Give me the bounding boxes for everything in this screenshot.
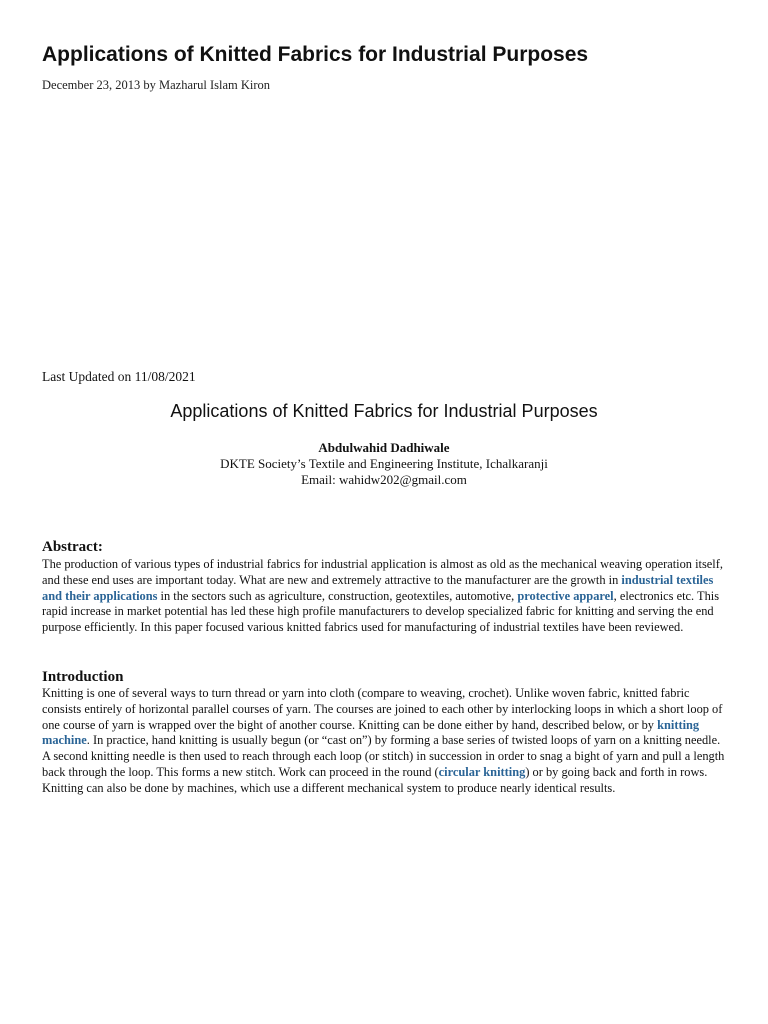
article-title: Applications of Knitted Fabrics for Industrial Purposes <box>170 401 598 421</box>
author-email: Email: wahidw202@gmail.com <box>301 472 467 487</box>
post-date: December 23, 2013 <box>42 78 141 92</box>
post-by: by <box>143 78 156 92</box>
abstract-heading: Abstract: <box>42 539 103 555</box>
post-author: Mazharul Islam Kiron <box>158 78 271 92</box>
protective-apparel-link[interactable]: protective apparel <box>517 588 614 603</box>
abstract-text-1: The production of various types of industrial fabrics for industrial application is almost as old as the mechanical weaving operation itself, and these end uses are important today. What are new and extremely attractive to the manufacturer are the growth in <box>42 557 723 587</box>
abstract-paragraph <box>42 557 728 636</box>
industrial-textiles-link[interactable]: industrial textiles and their applications <box>42 572 714 603</box>
author-block <box>0 440 768 488</box>
intro-text-3: ) or by going back and forth in rows. Knitting can also be done by machines, which use a different mechanical system to produce nearly identical results. <box>42 764 708 795</box>
post-meta <box>42 77 270 93</box>
circular-knitting-link[interactable]: circular knitting <box>438 764 526 779</box>
author-name: Abdulwahid Dadhiwale <box>318 440 450 455</box>
post-title: Applications of Knitted Fabrics for Industrial Purposes <box>42 43 589 66</box>
abstract-text-2: in the sectors such as agriculture, construction, geotextiles, automotive, <box>157 588 518 603</box>
intro-text-1: Knitting is one of several ways to turn thread or yarn into cloth (compare to weaving, crochet). Unlike woven fabric, knitted fabric consists entirely of horizontal parallel courses of yarn. The courses are joined to each other by interlocking loops in which a short loop of one course of yarn is wrapped over the bight of another course. Knitting can be done either by hand, described below, or by <box>42 686 723 732</box>
author-institution: DKTE Society’s Textile and Engineering Institute, Ichalkaranji <box>220 456 548 471</box>
introduction-paragraph <box>42 686 728 797</box>
introduction-heading: Introduction <box>42 669 124 685</box>
intro-text-2: . In practice, hand knitting is usually begun (or “cast on”) by forming a base series of twisted loops of yarn on a knitting needle. A second knitting needle is then used to reach through each loop (or stitch) in succession in order to snag a bight of yarn and pull a length back through the loop. This forms a new stitch. Work can proceed in the round ( <box>42 733 725 779</box>
abstract-text-3: , electronics etc. This rapid increase in market potential has led these high profile manufacturers to develop specialized fabric for knitting and serving the end purpose efficiently. In this paper focused various knitted fabrics used for manufacturing of industrial textiles have been reviewed. <box>42 588 720 635</box>
knitting-machine-link[interactable]: knitting machine <box>42 717 700 748</box>
last-updated: Last Updated on 11/08/2021 <box>42 369 196 384</box>
